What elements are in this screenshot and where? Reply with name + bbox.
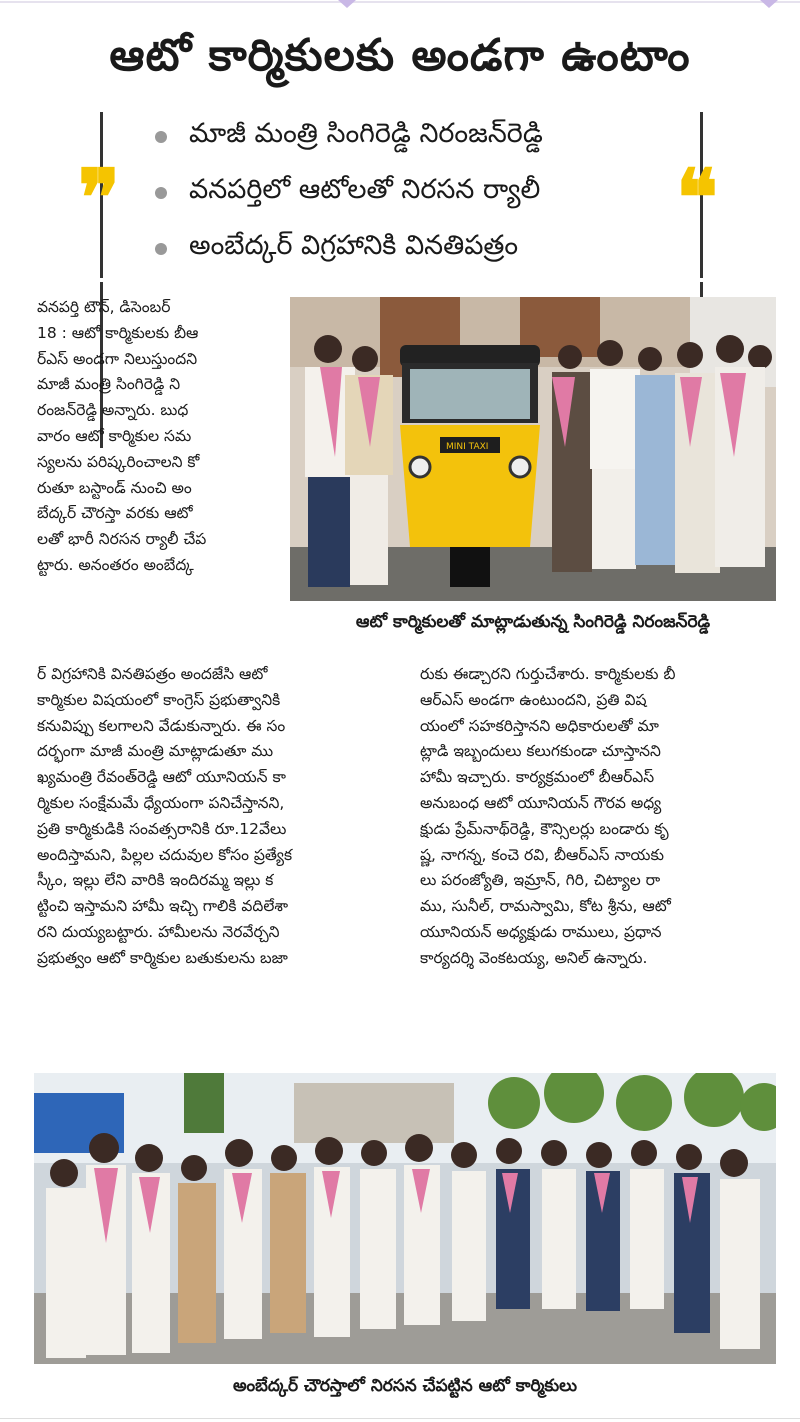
closing-quote-icon: ❞ (78, 153, 120, 244)
bottom-divider (0, 1418, 800, 1419)
photo-group-protest (34, 1073, 776, 1364)
text-line: ఆర్‌ఎస్ అండగా ఉంటుందని, ప్రతి విష (420, 690, 647, 709)
subhead-item: వనపర్తిలో ఆటోలతో నిరసన ర్యాలీ (155, 174, 540, 212)
article-column-1 (37, 295, 277, 579)
bullet-icon (155, 131, 167, 143)
text-line: ప్రభుత్వం ఆటో కార్మికుల బతుకులను బజా (37, 948, 288, 967)
text-line: మాజీ మంత్రి సింగిరెడ్డి ని (37, 375, 181, 394)
text-line: ట్లాడి ఇబ్బందులు కలుగకుండా చూస్తానని (420, 742, 661, 761)
text-line: రంజన్‌రెడ్డి అన్నారు. బుధ (37, 401, 189, 420)
auto-label: MINI TAXI (446, 442, 489, 452)
photo1-caption: ఆటో కార్మికులతో మాట్లాడుతున్న సింగిరెడ్డి నిరంజన్‌రెడ్డి (355, 612, 711, 632)
text-line: అనుబంధ ఆటో యూనియన్ గౌరవ అధ్య (420, 793, 662, 812)
text-line: వారం ఆటో కార్మికుల సమ (37, 426, 192, 445)
photo-auto-workers (290, 297, 776, 601)
text-line: రని దుయ్యబట్టారు. హామీలను నెరవేర్చని (37, 922, 280, 941)
text-line: లు పరంజ్యోతి, ఇమ్రాన్, గిరి, చిట్యాల రా (420, 871, 661, 890)
text-line: హామీ ఇచ్చారు. కార్యక్రమంలో బీఆర్‌ఎస్ (420, 768, 655, 787)
text-line: ట్టించి ఇస్తామని హామీ ఇచ్చి గాలికి వదిలేశా (37, 897, 289, 916)
text-line: యంలో సహకరిస్తానని అధికారులతో మా (420, 716, 659, 735)
text-line: కనువిప్పు కలగాలని వేడుకున్నారు. ఈ సం (37, 716, 286, 735)
text-line: అందిస్తామని, పిల్లల చదువుల కోసం ప్రత్యేక (37, 845, 293, 864)
article-column-3 (420, 662, 780, 972)
text-line: బేద్కర్ చౌరస్తా వరకు ఆటో (37, 504, 193, 523)
text-line: ఖ్యమంత్రి రేవంత్‌రెడ్డి ఆటో యూనియన్ కా (37, 768, 286, 787)
text-line: కార్యదర్శి వెంకటయ్య, అనిల్ ఉన్నారు. (420, 948, 648, 967)
text-line: రుతూ బస్టాండ్ నుంచి అం (37, 478, 192, 497)
text-line: ష్ణ, నాగన్న, కంచె రవి, బీఆర్‌ఎస్ నాయకు (420, 845, 664, 864)
text-line: ప్రతి కార్మికుడికి సంవత్సరానికి రూ.12వేలు (37, 819, 287, 838)
text-line: లతో భారీ నిరసన ర్యాలీ చేప (37, 530, 207, 549)
top-decoration (0, 0, 800, 10)
subhead-item: మాజీ మంత్రి సింగిరెడ్డి నిరంజన్‌రెడ్డి (155, 118, 543, 156)
opening-quote-icon: ❝ (676, 153, 718, 244)
text-line: వనపర్తి టౌన్, డిసెంబర్ (37, 298, 171, 316)
text-line: ర్ విగ్రహానికి వినతిపత్రం అందజేసి ఆటో (37, 665, 268, 683)
text-line: స్యలను పరిష్కరించాలని కో (37, 452, 200, 471)
text-line: రుకు ఈడ్చారని గుర్తుచేశారు. కార్మికులకు బీ (420, 665, 676, 683)
bullet-icon (155, 187, 167, 199)
text-line: ర్‌ఎస్ అండగా నిలుస్తుందని (37, 349, 198, 368)
text-line: యూనియన్ అధ్యక్షుడు రాములు, ప్రధాన (420, 922, 662, 941)
photo2-caption: అంబేద్కర్ చౌరస్తాలో నిరసన చేపట్టిన ఆటో కార్మికులు (232, 1376, 578, 1396)
text-line: క్షుడు ప్రేమ్‌నాథ్‌రెడ్డి, కౌన్సిలర్లు బండారు కృ (420, 819, 669, 838)
subheads (100, 112, 710, 278)
article-column-2 (37, 662, 407, 972)
text-line: స్కీం, ఇల్లు లేని వారికి ఇందిరమ్మ ఇల్లు క (37, 871, 274, 890)
headline: ఆటో కార్మికులకు అండగా ఉంటాం (109, 30, 691, 81)
text-line: కార్మికుల విషయంలో కాంగ్రెస్ ప్రభుత్వానికి (37, 690, 281, 709)
text-line: ము, సునీల్, రామస్వామి, కోట శ్రీను, ఆటో (420, 897, 671, 916)
text-line: 18 : ఆటో కార్మికులకు బీఆ (37, 323, 199, 342)
text-line: ట్టారు. అనంతరం అంబేద్క (37, 555, 194, 574)
text-line: దర్భంగా మాజీ మంత్రి మాట్లాడుతూ ము (37, 742, 274, 761)
bullet-icon (155, 243, 167, 255)
text-line: ర్మికుల సంక్షేమమే ధ్యేయంగా పనిచేస్తానని, (37, 793, 285, 812)
subhead-item: అంబేద్కర్ విగ్రహానికి వినతిపత్రం (155, 230, 518, 268)
